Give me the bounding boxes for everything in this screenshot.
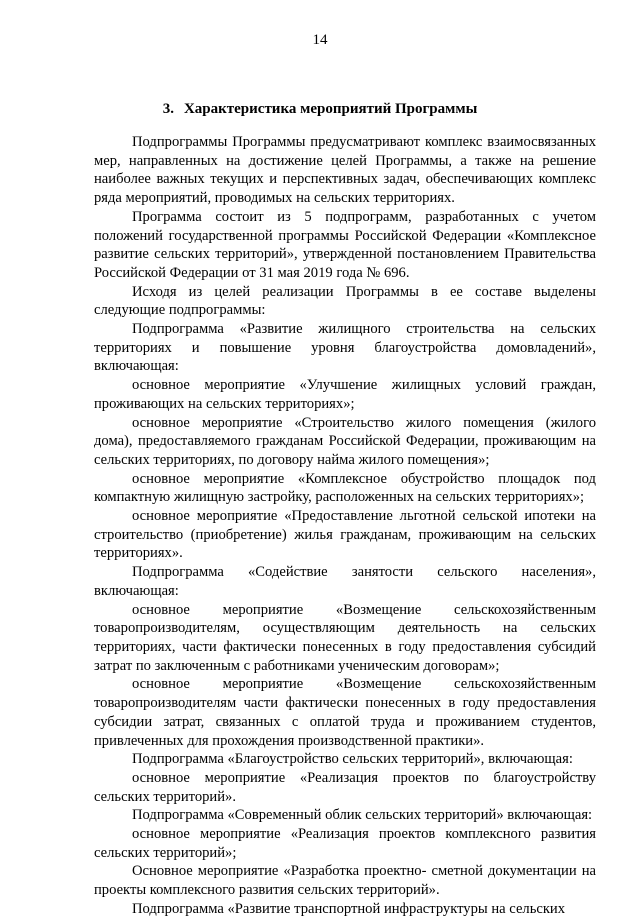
paragraph: основное мероприятие «Возмещение сельскохозяйственным товаропроизводителям части фактически понесенных в году предоставления субсидии затрат, связанных с оплатой труда и проживанием студентов, привлеченных для прохождения производственной практики». xyxy=(94,676,596,749)
page-number: 14 xyxy=(312,32,328,48)
paragraph: Подпрограмма «Содействие занятости сельского населения», включающая: xyxy=(94,564,596,599)
paragraph: Основное мероприятие «Разработка проектно- сметной документации на проекты комплексного развития сельских территорий». xyxy=(94,863,596,899)
paragraph: основное мероприятие «Улучшение жилищных условий граждан, проживающих на сельских территориях»; xyxy=(94,377,596,412)
section-title: Характеристика мероприятий Программы xyxy=(183,101,478,117)
paragraph: основное мероприятие «Возмещение сельскохозяйственным товаропроизводителям, осуществляющим деятельность на сельских территориях, части фактически понесенных в году предоставления субсидий затрат по заключенным с работниками ученическим договорам»; xyxy=(94,601,596,674)
paragraph: Подпрограммы Программы предусматривают комплекс взаимосвязанных мер, направленных на достижение целей Программы, а также на решение наиболее важных текущих и перспективных задач, обеспечивающих комплекс ряда мероприятий, проводимых на сельских территориях. xyxy=(94,134,596,207)
paragraph: основное мероприятие «Предоставление льготной сельской ипотеки на строительство (приобретение) жилья гражданам, проживающим на сельских территориях». xyxy=(94,508,596,562)
paragraph: основное мероприятие «Комплексное обустройство площадок под компактную жилищную застройку, расположенных на сельских территориях»; xyxy=(94,470,596,506)
paragraph: Подпрограмма «Современный облик сельских территорий» включающая: xyxy=(132,807,593,824)
paragraph: Программа состоит из 5 подпрограмм, разработанных с учетом положений государственной программы Российской Федерации «Комплексное развитие сельских территорий», утвержденной постановлением Правительства Российской Федерации от 31 мая 2019 года № 696. xyxy=(94,208,596,281)
paragraph: Подпрограмма «Развитие транспортной инфраструктуры на сельских xyxy=(132,900,566,917)
paragraph: Подпрограмма «Развитие жилищного строительства на сельских территориях и повышение уровня благоустройства домовладений», включающая: xyxy=(94,321,596,375)
section-heading xyxy=(0,100,640,118)
body-text xyxy=(94,133,596,919)
paragraph: Подпрограмма «Благоустройство сельских территорий», включающая: xyxy=(132,751,573,768)
paragraph: основное мероприятие «Реализация проектов комплексного развития сельских территорий»; xyxy=(94,826,596,861)
paragraph: основное мероприятие «Реализация проектов по благоустройству сельских территорий». xyxy=(94,769,596,805)
paragraph: основное мероприятие «Строительство жилого помещения (жилого дома), предоставляемого гражданам Российской Федерации, проживающим на сельских территориях, по договору найма жилого помещения»; xyxy=(94,414,596,468)
paragraph: Исходя из целей реализации Программы в ее составе выделены следующие подпрограммы: xyxy=(94,283,596,319)
section-number: 3. xyxy=(162,101,174,117)
